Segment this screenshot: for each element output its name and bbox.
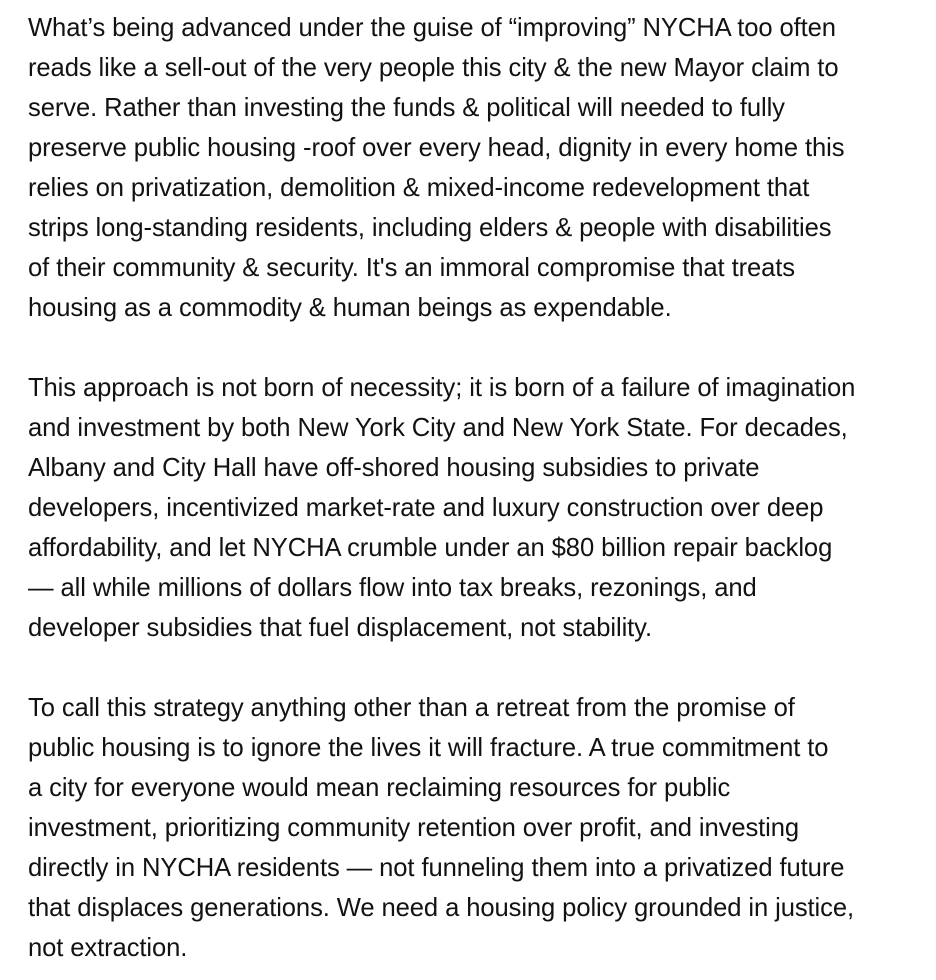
text-line: This approach is not born of necessity; it is born of a failure of imagination	[28, 374, 856, 402]
text-line: affordability, and let NYCHA crumble under an $80 billion repair backlog	[28, 534, 833, 562]
text-line: investment, prioritizing community retention over profit, and investing	[28, 814, 800, 842]
text-line: and investment by both New York City and New York State. For decades,	[28, 414, 848, 442]
text-line: reads like a sell-out of the very people this city & the new Mayor claim to	[28, 54, 839, 82]
text-line: directly in NYCHA residents — not funneling them into a privatized future	[28, 854, 845, 882]
text-line: serve. Rather than investing the funds & political will needed to fully	[28, 94, 785, 122]
text-line: that displaces generations. We need a housing policy grounded in justice,	[28, 894, 854, 922]
paragraph-2	[28, 368, 908, 648]
paragraph-1	[28, 8, 908, 328]
text-line: relies on privatization, demolition & mixed-income redevelopment that	[28, 174, 810, 202]
text-line: — all while millions of dollars flow into tax breaks, rezonings, and	[28, 574, 757, 602]
text-line: of their community & security. It's an immoral compromise that treats	[28, 254, 795, 282]
text-line: housing as a commodity & human beings as expendable.	[28, 294, 672, 322]
text-line: preserve public housing -roof over every head, dignity in every home this	[28, 134, 845, 162]
text-line: strips long-standing residents, including elders & people with disabilities	[28, 214, 832, 242]
text-line: not extraction.	[28, 934, 188, 962]
paragraph-3	[28, 688, 908, 968]
text-line: developers, incentivized market-rate and luxury construction over deep	[28, 494, 824, 522]
text-line: To call this strategy anything other than a retreat from the promise of	[28, 694, 795, 722]
text-line: Albany and City Hall have off-shored housing subsidies to private	[28, 454, 760, 482]
text-line: a city for everyone would mean reclaiming resources for public	[28, 774, 731, 802]
text-line: public housing is to ignore the lives it will fracture. A true commitment to	[28, 734, 829, 762]
comment-body	[28, 8, 908, 968]
text-line: What’s being advanced under the guise of “improving” NYCHA too often	[28, 14, 836, 42]
text-line: developer subsidies that fuel displacement, not stability.	[28, 614, 652, 642]
